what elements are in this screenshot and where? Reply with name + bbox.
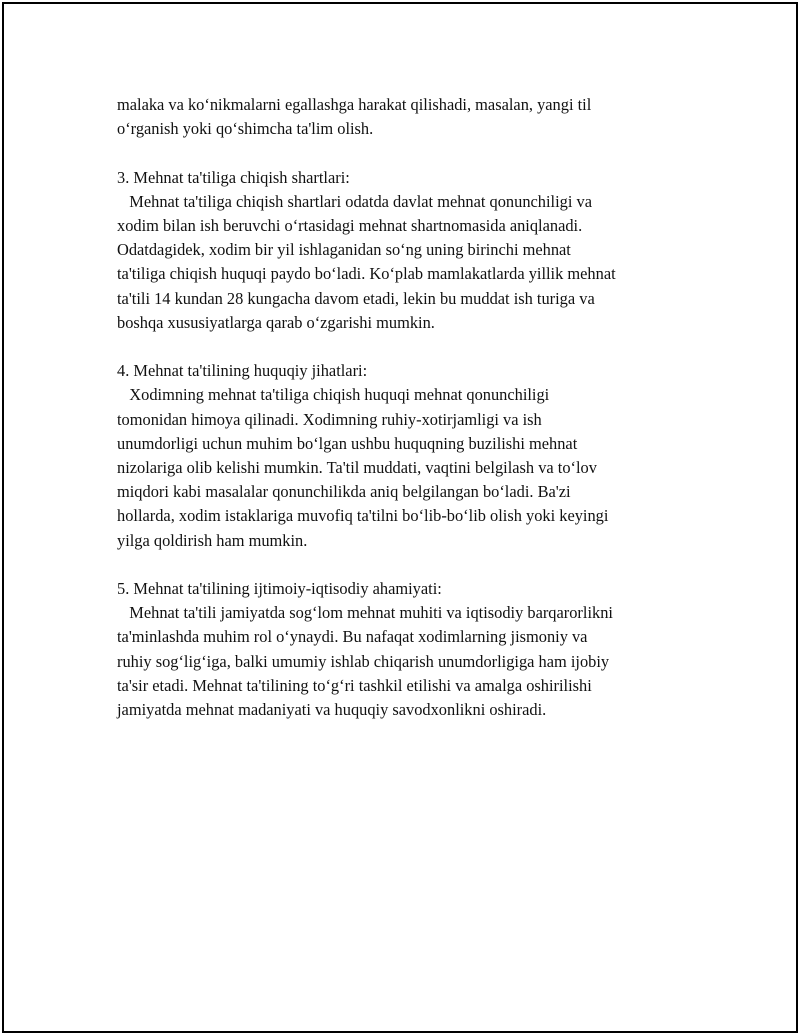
text-line: xodim bilan ish beruvchi o‘rtasidagi mehnat shartnomasida aniqlanadi.: [117, 216, 583, 235]
section-4: [117, 359, 687, 553]
text-line: jamiyatda mehnat madaniyati va huquqiy savodxonlikni oshiradi.: [117, 700, 547, 720]
section-heading: 4. Mehnat ta'tilining huquqiy jihatlari:: [117, 361, 368, 381]
text-line: yilga qoldirish ham mumkin.: [117, 530, 308, 550]
text-line: o‘rganish yoki qo‘shimcha ta'lim olish.: [117, 119, 374, 139]
text-line: miqdori kabi masalalar qonunchilikda aniq belgilangan bo‘ladi. Ba'zi: [117, 482, 571, 502]
text-line: unumdorligi uchun muhim bo‘lgan ushbu huquqning buzilishi mehnat: [117, 433, 578, 453]
text-line: Mehnat ta'tiliga chiqish shartlari odatda davlat mehnat qonunchiligi va: [117, 191, 592, 211]
text-line: ta'minlashda muhim rol o‘ynaydi. Bu nafaqat xodimlarning jismoniy va: [117, 627, 588, 647]
text-line: Odatdagidek, xodim bir yil ishlaganidan so‘ng uning birinchi mehnat: [117, 240, 571, 260]
paragraph-spacer: [117, 553, 687, 577]
text-line: tomonidan himoya qilinadi. Xodimning ruhiy-xotirjamligi va ish: [117, 409, 542, 429]
section-3: [117, 166, 687, 335]
text-line: malaka va ko‘nikmalarni egallashga harakat qilishadi, masalan, yangi til: [117, 95, 592, 114]
text-line: ta'tili 14 kundan 28 kungacha davom etadi, lekin bu muddat ish turiga va: [117, 288, 595, 308]
text-line: boshqa xususiyatlarga qarab o‘zgarishi mumkin.: [117, 312, 435, 332]
paragraph-continuation: [117, 93, 687, 141]
text-line: Mehnat ta'tili jamiyatda sog‘lom mehnat muhiti va iqtisodiy barqarorlikni: [117, 603, 613, 623]
document-body: [117, 93, 687, 722]
text-line: ruhiy sog‘lig‘iga, balki umumiy ishlab chiqarish unumdorligiga ham ijobiy: [117, 651, 610, 671]
text-line: nizolariga olib kelishi mumkin. Ta'til muddati, vaqtini belgilash va to‘lov: [117, 458, 597, 478]
paragraph-spacer: [117, 335, 687, 359]
section-heading: 3. Mehnat ta'tiliga chiqish shartlari:: [117, 167, 350, 187]
section-5: [117, 577, 687, 722]
text-line: ta'tiliga chiqish huquqi paydo bo‘ladi. Ko‘plab mamlakatlarda yillik mehnat: [117, 264, 616, 284]
text-line: hollarda, xodim istaklariga muvofiq ta'tilni bo‘lib-bo‘lib olish yoki keyingi: [117, 506, 609, 526]
text-line: ta'sir etadi. Mehnat ta'tilining to‘g‘ri tashkil etilishi va amalga oshirilishi: [117, 675, 592, 695]
section-heading: 5. Mehnat ta'tilining ijtimoiy-iqtisodiy ahamiyati:: [117, 579, 442, 599]
text-line: Xodimning mehnat ta'tiliga chiqish huquqi mehnat qonunchiligi: [117, 385, 550, 405]
paragraph-spacer: [117, 141, 687, 165]
